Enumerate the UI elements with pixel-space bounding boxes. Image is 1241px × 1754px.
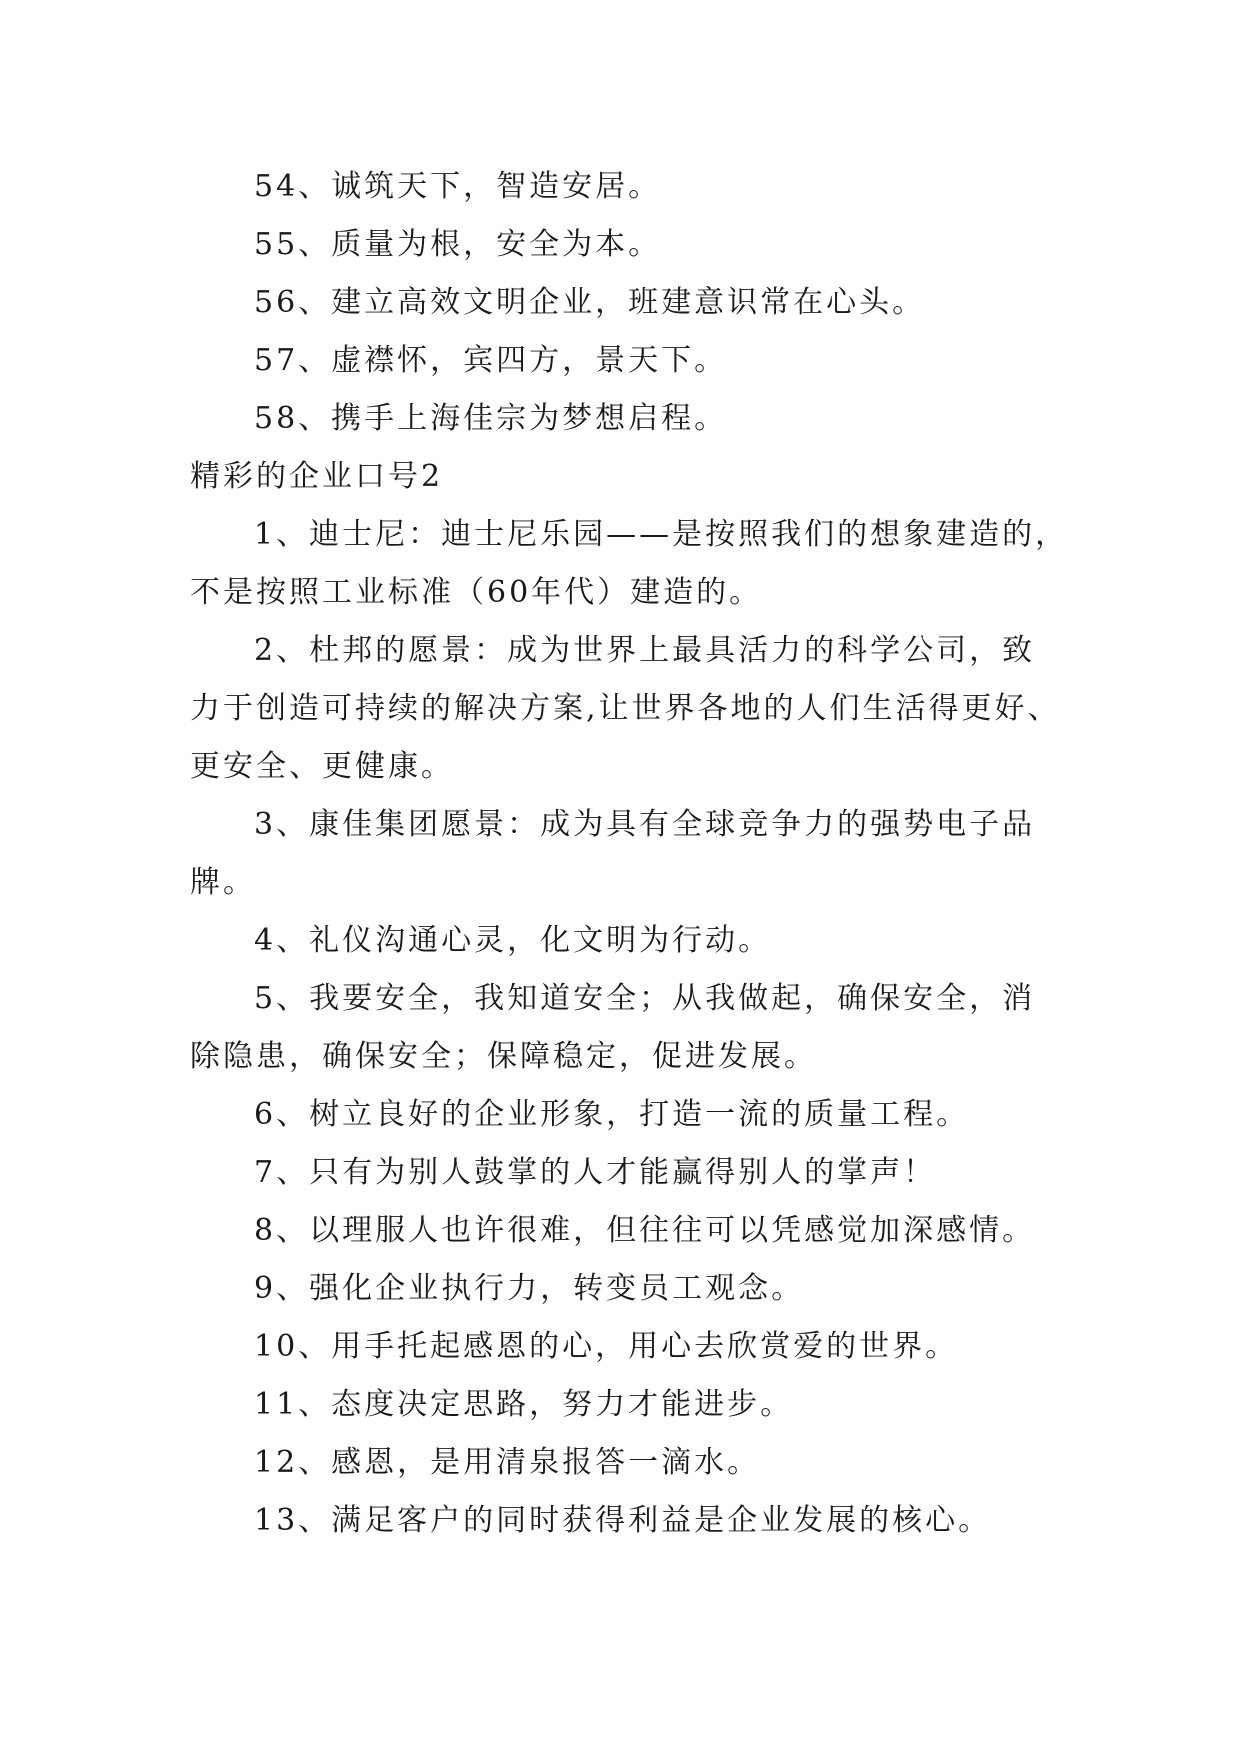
text-line: 5、我要安全，我知道安全；从我做起，确保安全，消 (254, 981, 1036, 1016)
text-line: 更安全、更健康。 (190, 749, 454, 784)
text-line: 不是按照工业标准（60年代）建造的。 (190, 575, 763, 610)
text-line: 3、康佳集团愿景：成为具有全球竞争力的强势电子品 (254, 807, 1036, 842)
text-line: 57、虚襟怀，宾四方，景天下。 (254, 343, 728, 378)
section-heading: 精彩的企业口号2 (190, 459, 444, 494)
text-line: 10、用手托起感恩的心，用心去欣赏爱的世界。 (254, 1329, 959, 1364)
text-line: 54、诚筑天下，智造安居。 (254, 169, 662, 204)
text-line: 6、树立良好的企业形象，打造一流的质量工程。 (254, 1097, 970, 1132)
text-line: 8、以理服人也许很难，但往往可以凭感觉加深感情。 (254, 1213, 1036, 1248)
text-line: 11、态度决定思路，努力才能进步。 (254, 1387, 794, 1422)
text-line: 58、携手上海佳宗为梦想启程。 (254, 401, 728, 436)
text-line: 2、杜邦的愿景：成为世界上最具活力的科学公司，致 (254, 633, 1036, 668)
text-line: 7、只有为别人鼓掌的人才能赢得别人的掌声！ (254, 1155, 937, 1190)
text-line: 力于创造可持续的解决方案,让世界各地的人们生活得更好、 (190, 691, 1061, 726)
text-line: 除隐患，确保安全；保障稳定，促进发展。 (190, 1039, 817, 1074)
text-line: 1、迪士尼：迪士尼乐园——是按照我们的想象建造的， (254, 517, 1069, 552)
text-line: 12、感恩，是用清泉报答一滴水。 (254, 1445, 761, 1480)
text-line: 牌。 (190, 865, 256, 900)
text-line: 13、满足客户的同时获得利益是企业发展的核心。 (254, 1503, 992, 1538)
text-line: 56、建立高效文明企业，班建意识常在心头。 (254, 285, 926, 320)
text-line: 9、强化企业执行力，转变员工观念。 (254, 1271, 805, 1306)
document-body (190, 158, 1069, 1550)
text-line: 55、质量为根，安全为本。 (254, 227, 662, 262)
text-line: 4、礼仪沟通心灵，化文明为行动。 (254, 923, 772, 958)
